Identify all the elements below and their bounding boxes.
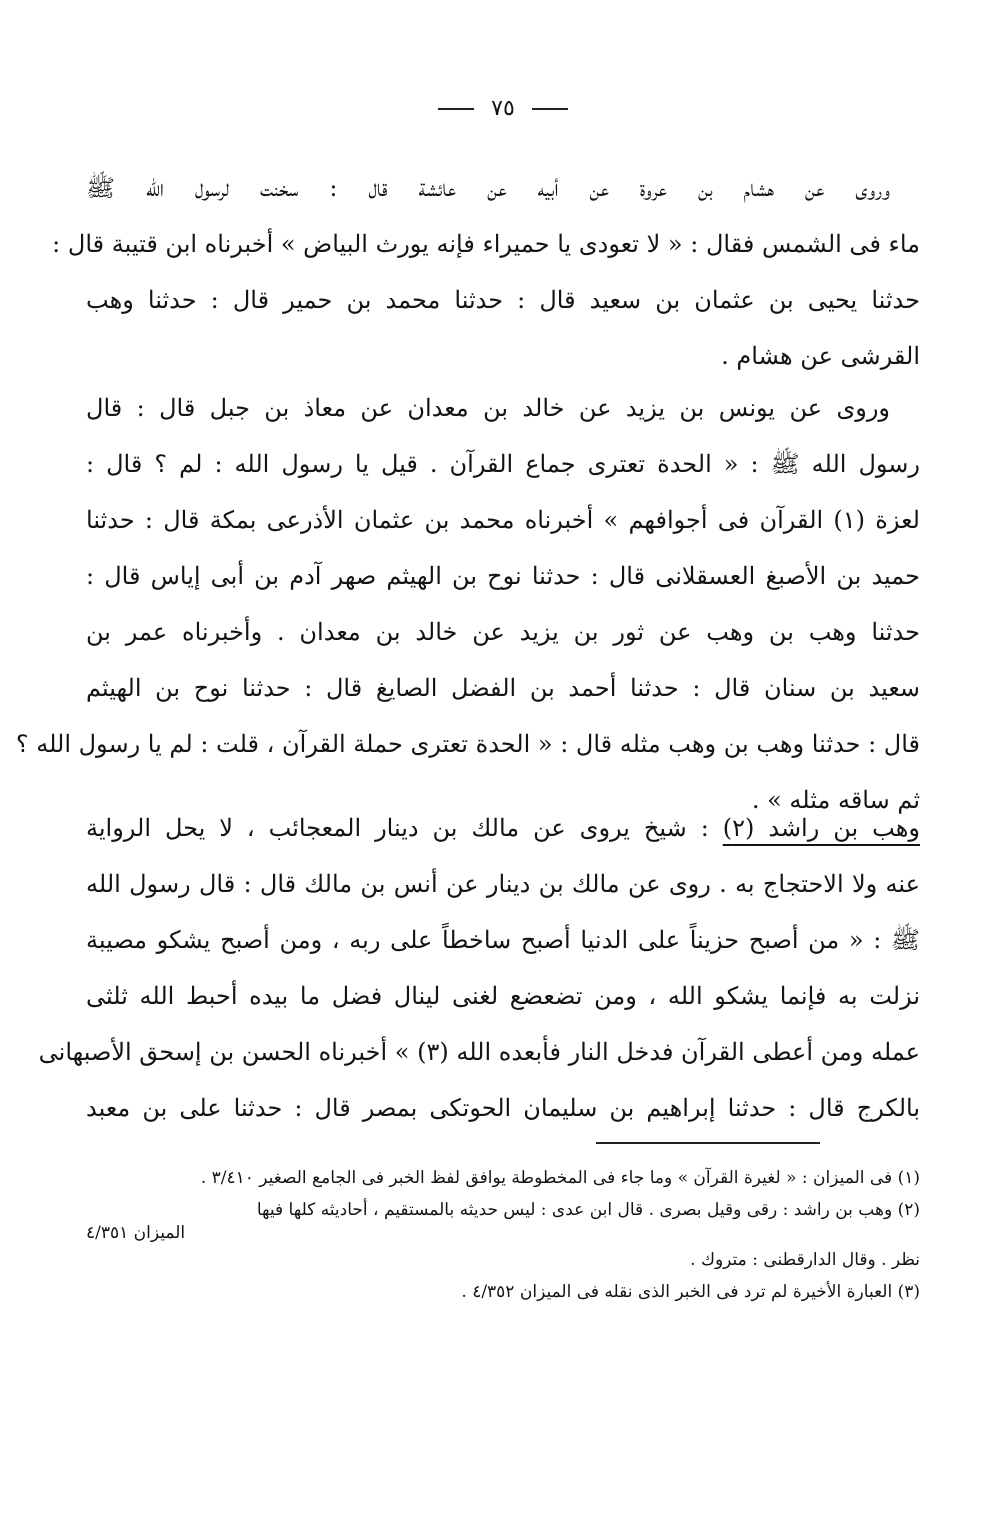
paragraph-line: ﷺ : « من أصبح حزيناً على الدنيا أصبح ساخطاً على ربه ، ومن أصبح يشكو مصيبة bbox=[86, 926, 920, 954]
paragraph-line: عمله ومن أعطى القرآن فدخل النار فأبعده الله (٣) » أخبرناه الحسن بن إسحق الأصبهانى bbox=[38, 1038, 920, 1066]
paragraph-line: بالكرج قال : حدثنا إبراهيم بن سليمان الحوتكى بمصر قال : حدثنا على بن معبد bbox=[86, 1094, 920, 1122]
paragraph-line: حدثنا يحيى بن عثمان بن سعيد قال : حدثنا محمد بن حمير قال : حدثنا وهب bbox=[86, 286, 920, 314]
entry-first-line bbox=[86, 800, 920, 856]
paragraph-line: ماء فى الشمس فقال : « لا تعودى يا حميراء فإنه يورث البياض » أخبرناه ابن قتيبة قال : bbox=[52, 230, 920, 258]
paragraph-1 bbox=[52, 160, 920, 384]
page-number bbox=[0, 96, 1006, 121]
footnote-1: (١) فى الميزان : « لغيرة القرآن » وما جاء فى المخطوطة يوافق لفظ الخبر فى الجامع الصغير ٣/٤١٠ . bbox=[200, 1168, 920, 1188]
paragraph-line: القرشى عن هشام . bbox=[721, 342, 920, 370]
paragraph-line: ثم ساقه مثله » . bbox=[751, 786, 920, 814]
paragraph-line: قال : حدثنا وهب بن وهب مثله قال : « الحدة تعترى حملة القرآن ، قلت : لم يا رسول الله ؟ bbox=[15, 730, 920, 758]
paragraph-line: رسول الله ﷺ : « الحدة تعترى جماع القرآن . قيل يا رسول الله : لم ؟ قال : bbox=[86, 450, 920, 478]
paragraph-line: وروى عن يونس بن يزيد عن خالد بن معدان عن معاذ بن جبل قال : قال bbox=[86, 394, 890, 422]
paragraph-line: حميد بن الأصبغ العسقلانى قال : حدثنا نوح بن الهيثم صهر آدم بن أبى إياس قال : bbox=[86, 562, 920, 590]
paragraph-line: وروى عن هشام بن عروة عن أبيه عن عائشة قال : سخنت لرسول الله ﷺ bbox=[86, 174, 890, 202]
paragraph-line: حدثنا وهب بن وهب عن ثور بن يزيد عن خالد بن معدان . وأخبرناه عمر بن bbox=[86, 618, 920, 646]
paragraph-3-entry bbox=[38, 800, 920, 1136]
paragraph-line: لعزة (١) القرآن فى أجوافهم » أخبرناه محمد بن عثمان الأذرعى بمكة قال : حدثنا bbox=[86, 506, 920, 534]
footnote-2: (٢) وهب بن راشد : رقى وقيل بصرى . قال ابن عدى : ليس حديثه بالمستقيم ، أحاديثه كلها فيها bbox=[256, 1200, 920, 1220]
footnote-2-continued: نظر . وقال الدارقطنى : متروك . bbox=[690, 1250, 920, 1270]
footnotes bbox=[86, 1162, 920, 1308]
page-number-dash-left bbox=[438, 108, 474, 110]
footnote-2-reference: الميزان ٤/٣٥١ bbox=[86, 1223, 186, 1243]
entry-first-line-text: : شيخ يروى عن مالك بن دينار المعجائب ، لا يحل الرواية bbox=[86, 814, 709, 842]
page-number-dash-right bbox=[532, 108, 568, 110]
footnote-3: (٣) العبارة الأخيرة لم ترد فى الخبر الذى نقله فى الميزان ٤/٣٥٢ . bbox=[461, 1282, 920, 1302]
paragraph-line: نزلت به فإنما يشكو الله ، ومن تضعضع لغنى لينال فضل ما بيده أحبط الله ثلثى bbox=[86, 982, 920, 1010]
paragraph-2 bbox=[15, 380, 920, 828]
paragraph-line: سعيد بن سنان قال : حدثنا أحمد بن الفضل الصايغ قال : حدثنا نوح بن الهيثم bbox=[86, 674, 920, 702]
entry-head: وهب بن راشد (٢) bbox=[722, 814, 920, 842]
paragraph-line: عنه ولا الاحتجاج به . روى عن مالك بن دينار عن أنس بن مالك قال : قال رسول الله bbox=[86, 870, 920, 898]
page-number-text: ٧٥ bbox=[491, 96, 515, 121]
footnote-divider bbox=[596, 1142, 820, 1144]
